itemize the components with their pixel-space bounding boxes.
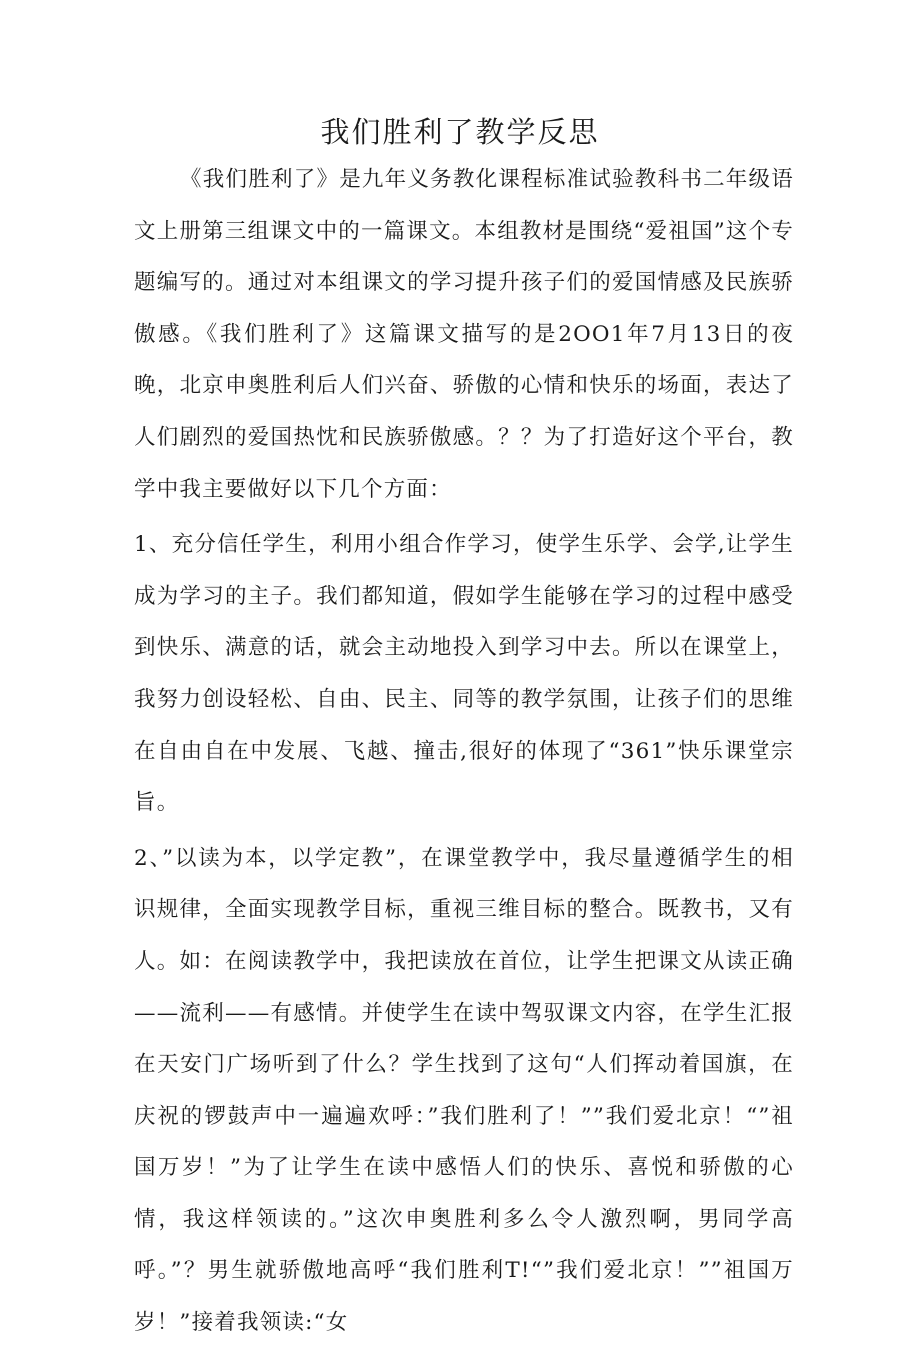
document-body [134, 154, 794, 1349]
document-title: 我们胜利了教学反思 [320, 115, 600, 149]
point-2-paragraph: 2、”以读为本，以学定教”，在课堂教学中，我尽量遵循学生的相识规律，全面实现教学目标，重视三维目标的整合。既教书，又有人。如：在阅读教学中，我把读放在首位，让学生把课文从读正确——流利——有感情。并使学生在读中驾驭课文内容，在学生汇报在天安门广场听到了什么？学生找到了这句“人们挥动着国旗，在庆祝的锣鼓声中一遍遍欢呼：”我们胜利了！””我们爱北京！“”祖国万岁！”为了让学生在读中感悟人们的快乐、喜悦和骄傲的心情，我这样领读的。”这次申奥胜利多么令人激烈啊，男同学高呼。”？男生就骄傲地高呼“我们胜利T!“”我们爱北京！””祖国万岁！”接着我领读:“女 [134, 845, 794, 1336]
point-1-paragraph: 1、充分信任学生，利用小组合作学习，使学生乐学、会学,让学生成为学习的主子。我们都知道，假如学生能够在学习的过程中感受到快乐、满意的话，就会主动地投入到学习中去。所以在课堂上，我努力创设轻松、自由、民主、同等的教学氛围，让孩子们的思维在自由自在中发展、飞越、撞击,很好的体现了“361”快乐课堂宗旨。 [134, 532, 794, 816]
intro-paragraph: 《我们胜利了》是九年义务教化课程标准试验教科书二年级语文上册第三组课文中的一篇课文。本组教材是围绕“爱祖国”这个专题编写的。通过对本组课文的学习提升孩子们的爱国情感及民族骄傲感。《我们胜利了》这篇课文描写的是2OO1年7月13日的夜晚，北京申奥胜利后人们兴奋、骄傲的心情和快乐的场面，表达了人们剧烈的爱国热忱和民族骄傲感。？？为了打造好这个平台，教学中我主要做好以下几个方面： [134, 167, 794, 502]
